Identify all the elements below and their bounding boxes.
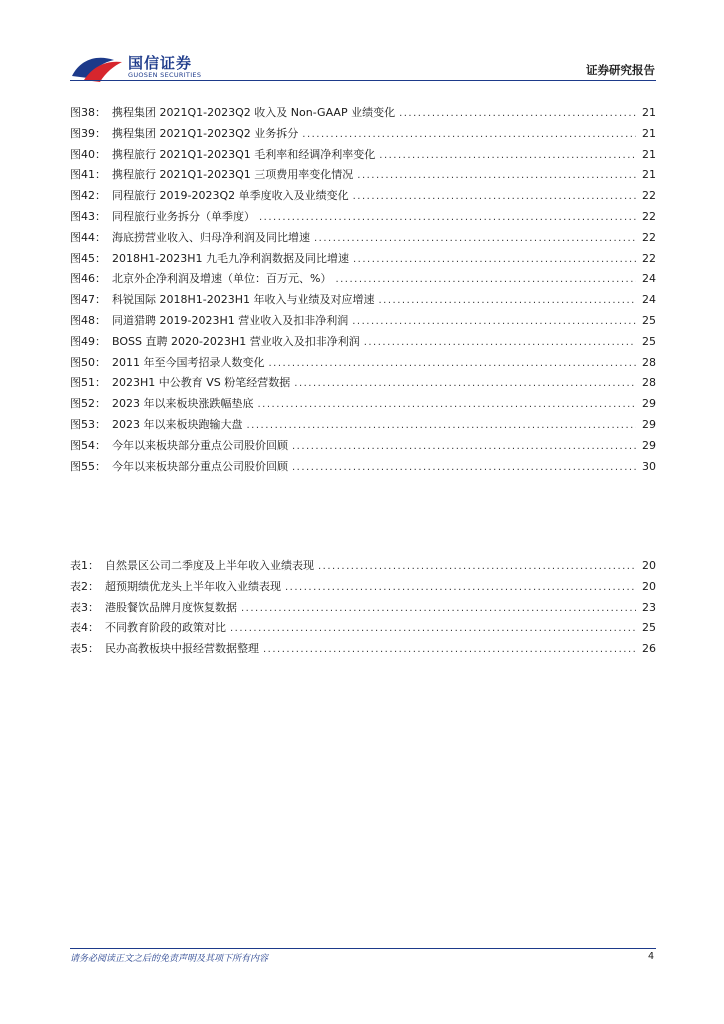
figure-page-number: 29	[642, 438, 656, 452]
table-label: 表4：	[70, 621, 99, 635]
figure-entry[interactable]	[70, 145, 656, 166]
figure-page-number: 24	[642, 272, 656, 286]
brand-name-en: GUOSEN SECURITIES	[128, 71, 202, 79]
figure-page-number: 29	[642, 397, 656, 411]
header-divider	[70, 80, 656, 81]
figure-entry[interactable]	[70, 311, 656, 332]
figure-title: 携程集团 2021Q1-2023Q2 业务拆分	[112, 126, 299, 140]
table-label: 表2：	[70, 579, 99, 593]
dot-leader	[318, 557, 636, 578]
table-entry[interactable]	[70, 577, 656, 598]
figure-entry[interactable]	[70, 207, 656, 228]
figure-page-number: 21	[642, 106, 656, 119]
figure-entry[interactable]	[70, 186, 656, 207]
table-entry[interactable]	[70, 598, 656, 619]
figure-page-number: 22	[642, 189, 656, 203]
report-type-label: 证券研究报告	[586, 63, 655, 77]
figure-label: 图53：	[70, 417, 106, 431]
figure-title: 科锐国际 2018H1-2023H1 年收入与业绩及对应增速	[112, 293, 375, 307]
figure-title: 今年以来板块部分重点公司股价回顾	[112, 438, 288, 452]
table-page-number: 23	[642, 600, 656, 614]
table-title: 自然景区公司二季度及上半年收入业绩表现	[105, 559, 314, 572]
table-label: 表1：	[70, 559, 99, 572]
figure-label: 图44：	[70, 230, 106, 244]
dot-leader	[399, 104, 636, 125]
figure-entry[interactable]	[70, 249, 656, 270]
figure-title: 携程旅行 2021Q1-2023Q1 三项费用率变化情况	[112, 168, 354, 182]
figure-page-number: 22	[642, 230, 656, 244]
figure-page-number: 21	[642, 147, 656, 161]
figure-label: 图47：	[70, 293, 106, 307]
figure-title: 2018H1-2023H1 九毛九净利润数据及同比增速	[112, 251, 349, 265]
dot-leader	[314, 229, 636, 250]
figure-label: 图38：	[70, 106, 106, 119]
dot-leader	[302, 125, 636, 146]
page-number: 4	[647, 951, 654, 962]
dot-leader	[258, 395, 637, 416]
table-title: 港股餐饮品牌月度恢复数据	[105, 600, 237, 614]
table-entry[interactable]	[70, 556, 656, 577]
figure-title: 同道猎聘 2019-2023H1 营业收入及扣非净利润	[112, 313, 349, 327]
figure-page-number: 24	[642, 293, 656, 307]
figure-title: 北京外企净利润及增速（单位：百万元、%）	[112, 272, 332, 286]
dot-leader	[241, 599, 636, 620]
table-page-number: 25	[642, 621, 656, 635]
figure-label: 图50：	[70, 355, 106, 369]
table-title: 超预期绩优龙头上半年收入业绩表现	[105, 579, 281, 593]
figure-title: BOSS 直聘 2020-2023H1 营业收入及扣非净利润	[112, 334, 360, 348]
figure-label: 图49：	[70, 334, 106, 348]
dot-leader	[292, 458, 636, 479]
dot-leader	[294, 374, 636, 395]
figure-entry[interactable]	[70, 103, 656, 124]
figure-label: 图43：	[70, 209, 106, 223]
figure-entry[interactable]	[70, 124, 656, 145]
figure-entry[interactable]	[70, 457, 656, 478]
figure-entry[interactable]	[70, 165, 656, 186]
figure-page-number: 22	[642, 209, 656, 223]
table-label: 表3：	[70, 600, 99, 614]
figure-title: 2011 年至今国考招录人数变化	[112, 355, 265, 369]
figure-title: 海底捞营业收入、归母净利润及同比增速	[112, 230, 310, 244]
figure-title: 2023H1 中公教育 VS 粉笔经营数据	[112, 376, 291, 390]
dot-leader	[364, 333, 636, 354]
figure-title: 今年以来板块部分重点公司股价回顾	[112, 459, 288, 473]
disclaimer-text: 请务必阅读正文之后的免责声明及其项下所有内容	[70, 954, 269, 964]
dot-leader	[247, 416, 637, 437]
figure-entry[interactable]	[70, 373, 656, 394]
figure-entry[interactable]	[70, 332, 656, 353]
table-page-number: 20	[642, 559, 656, 572]
figure-page-number: 30	[642, 459, 656, 473]
table-title: 不同教育阶段的政策对比	[105, 621, 226, 635]
dot-leader	[379, 146, 636, 167]
page-header	[0, 0, 724, 90]
figure-page-number: 22	[642, 251, 656, 265]
figure-entry[interactable]	[70, 415, 656, 436]
figure-label: 图41：	[70, 168, 106, 182]
figure-label: 图48：	[70, 313, 106, 327]
figure-entry[interactable]	[70, 436, 656, 457]
figure-label: 图54：	[70, 438, 106, 452]
dot-leader	[259, 208, 636, 229]
figure-title: 同程旅行业务拆分（单季度）	[112, 209, 255, 223]
dot-leader	[263, 640, 636, 661]
figure-list	[70, 103, 656, 477]
figure-page-number: 28	[642, 355, 656, 369]
dot-leader	[353, 250, 636, 271]
figure-entry[interactable]	[70, 228, 656, 249]
figure-page-number: 29	[642, 417, 656, 431]
table-page-number: 20	[642, 579, 656, 593]
figure-title: 携程集团 2021Q1-2023Q2 收入及 Non-GAAP 业绩变化	[112, 106, 396, 119]
table-list	[70, 556, 656, 660]
table-entry[interactable]	[70, 639, 656, 660]
table-page-number: 26	[642, 642, 656, 656]
dot-leader	[285, 578, 636, 599]
figure-label: 图46：	[70, 272, 106, 286]
table-label: 表5：	[70, 642, 99, 656]
dot-leader	[352, 312, 636, 333]
figure-title: 携程旅行 2021Q1-2023Q1 毛利率和经调净利率变化	[112, 147, 376, 161]
footer-divider	[70, 948, 656, 949]
figure-label: 图40：	[70, 147, 106, 161]
dot-leader	[357, 166, 636, 187]
dot-leader	[353, 187, 636, 208]
figure-page-number: 25	[642, 313, 656, 327]
dot-leader	[379, 291, 637, 312]
dot-leader	[292, 437, 636, 458]
figure-entry[interactable]	[70, 353, 656, 374]
figure-page-number: 21	[642, 126, 656, 140]
figure-title: 2023 年以来板块涨跌幅垫底	[112, 397, 254, 411]
figure-title: 同程旅行 2019-2023Q2 单季度收入及业绩变化	[112, 189, 349, 203]
figure-label: 图39：	[70, 126, 106, 140]
figure-label: 图52：	[70, 397, 106, 411]
figure-entry[interactable]	[70, 290, 656, 311]
figure-entry[interactable]	[70, 269, 656, 290]
dot-leader	[230, 619, 636, 640]
dot-leader	[269, 354, 637, 375]
figure-page-number: 25	[642, 334, 656, 348]
table-title: 民办高教板块中报经营数据整理	[105, 642, 259, 656]
figure-label: 图51：	[70, 376, 106, 390]
brand-name-cn: 国信证券	[128, 54, 193, 72]
dot-leader	[335, 270, 636, 291]
figure-entry[interactable]	[70, 394, 656, 415]
figure-label: 图55：	[70, 459, 106, 473]
figure-label: 图45：	[70, 251, 106, 265]
figure-page-number: 28	[642, 376, 656, 390]
figure-label: 图42：	[70, 189, 106, 203]
table-entry[interactable]	[70, 618, 656, 639]
figure-page-number: 21	[642, 168, 656, 182]
figure-title: 2023 年以来板块跑输大盘	[112, 417, 243, 431]
